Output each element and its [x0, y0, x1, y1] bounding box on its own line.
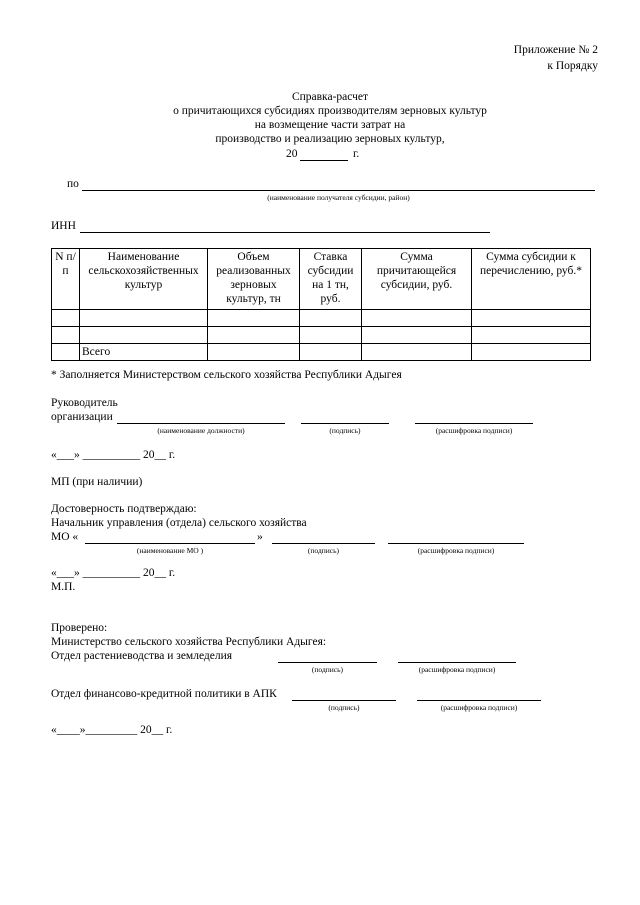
- head-caption-signature: (подпись): [329, 426, 361, 435]
- col-header-crop: Наименование сельскохозяйственных культур: [80, 249, 208, 310]
- col-header-due: Сумма причитающейся субсидии, руб.: [362, 249, 472, 310]
- appendix-number: Приложение № 2: [513, 44, 598, 56]
- head-position-field[interactable]: [117, 423, 285, 424]
- mo-name-field[interactable]: [85, 543, 255, 544]
- confirm-signature-field[interactable]: [272, 543, 375, 544]
- head-caption-position: (наименование должности): [157, 426, 245, 435]
- confirm-title: Достоверность подтверждаю:: [51, 503, 197, 515]
- total-label: Всего: [80, 344, 208, 361]
- confirm-decoding-field[interactable]: [388, 543, 524, 544]
- year-field[interactable]: [300, 160, 348, 161]
- confirm-caption-mo: (наименование МО ): [136, 546, 204, 555]
- recipient-field[interactable]: [82, 190, 595, 191]
- doc-title-line2: о причитающихся субсидиях производителям зерновых культур: [173, 105, 487, 117]
- table-row[interactable]: [52, 327, 591, 344]
- year-suffix: г.: [353, 148, 360, 160]
- appendix-order: к Порядку: [547, 60, 598, 72]
- table-total-row[interactable]: [52, 344, 591, 361]
- table-header-row: [52, 249, 591, 310]
- confirm-caption-decoding: (расшифровка подписи): [417, 546, 495, 555]
- checked-ministry: Министерство сельского хозяйства Республики Адыгея:: [51, 636, 327, 648]
- col-header-volume: Объем реализованных зерновых культур, тн: [208, 249, 300, 310]
- dept2-decoding-field[interactable]: [417, 700, 541, 701]
- doc-title-line3: на возмещение части затрат на: [254, 119, 406, 131]
- doc-title-line4: производство и реализацию зерновых культур,: [215, 133, 445, 145]
- head-signature-field[interactable]: [301, 423, 389, 424]
- dept2-signature-field[interactable]: [292, 700, 396, 701]
- footnote: * Заполняется Министерством сельского хозяйства Республики Адыгея: [51, 369, 402, 381]
- checked-dept1: Отдел растениеводства и земледелия: [51, 650, 233, 662]
- mo-suffix: »: [257, 531, 263, 543]
- confirm-date[interactable]: «___» __________ 20__ г.: [51, 567, 176, 579]
- recipient-label: по: [67, 178, 79, 190]
- head-decoding-field[interactable]: [415, 423, 533, 424]
- checked-dept2: Отдел финансово-кредитной политики в АПК: [51, 688, 277, 700]
- checked-title: Проверено:: [51, 622, 108, 634]
- seal-label: МП (при наличии): [51, 476, 143, 488]
- dept2-caption-signature: (подпись): [328, 703, 360, 712]
- subsidy-table: [51, 248, 591, 361]
- table-row[interactable]: [52, 310, 591, 327]
- recipient-caption: (наименование получателя субсидии, район): [267, 193, 410, 202]
- confirm-seal: М.П.: [51, 581, 76, 593]
- dept1-signature-field[interactable]: [278, 662, 377, 663]
- head-date[interactable]: «___» __________ 20__ г.: [51, 449, 176, 461]
- head-label: Руководитель: [51, 397, 118, 409]
- confirm-caption-signature: (подпись): [307, 546, 340, 555]
- col-header-transfer: Сумма субсидии к перечислению, руб.*: [472, 249, 591, 310]
- inn-field[interactable]: [80, 232, 490, 233]
- head-caption-decoding: (расшифровка подписи): [435, 426, 513, 435]
- checked-date[interactable]: «____»_________ 20__ г.: [51, 724, 173, 736]
- col-header-number: N п/п: [52, 249, 80, 310]
- dept1-caption-decoding: (расшифровка подписи): [418, 665, 496, 674]
- head-label-2: организации: [51, 411, 113, 423]
- inn-label: ИНН: [51, 220, 76, 232]
- doc-title: Справка-расчет: [291, 91, 369, 103]
- confirm-position: Начальник управления (отдела) сельского хозяйства: [51, 517, 307, 529]
- dept2-caption-decoding: (расшифровка подписи): [440, 703, 518, 712]
- dept1-caption-signature: (подпись): [311, 665, 344, 674]
- col-header-rate: Ставка субсидии на 1 тн, руб.: [300, 249, 362, 310]
- year-prefix: 20: [286, 148, 298, 160]
- mo-prefix: МО «: [51, 531, 79, 543]
- dept1-decoding-field[interactable]: [398, 662, 516, 663]
